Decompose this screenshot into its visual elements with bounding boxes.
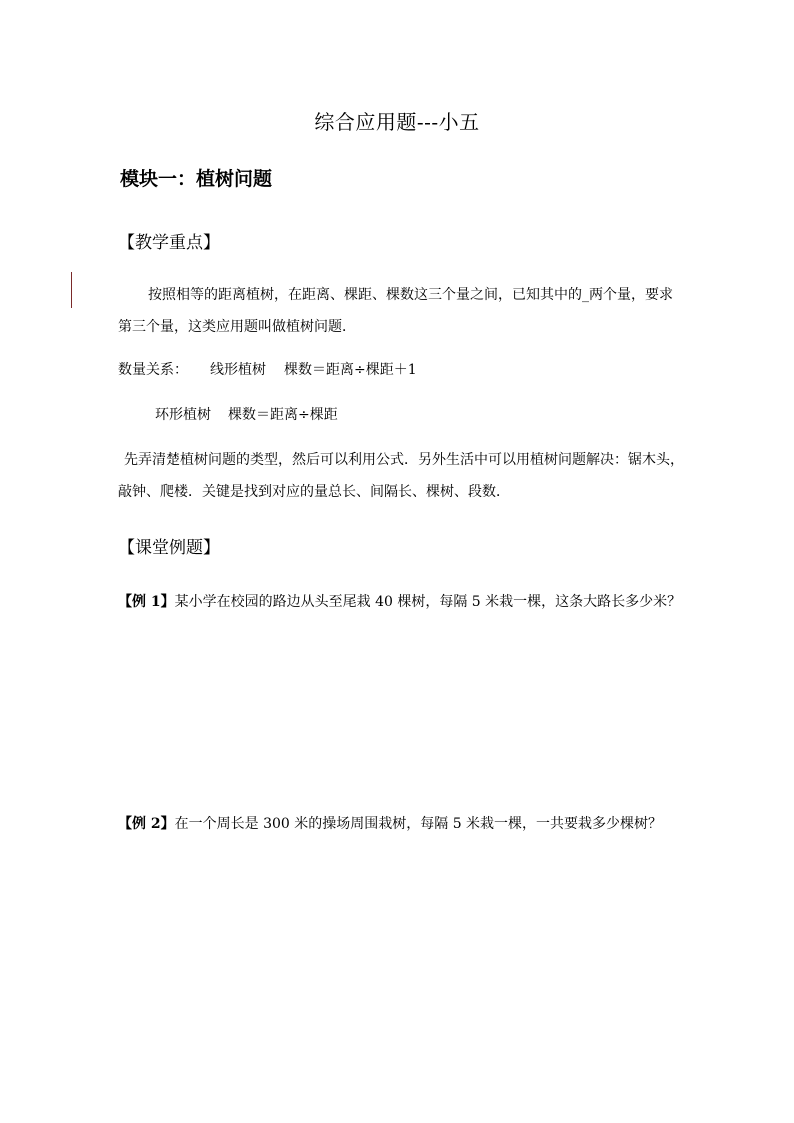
linear-planting-label: 线形植树 bbox=[210, 362, 266, 378]
note-paragraph-line-2: 敲钟、爬楼．关键是找到对应的量总长、间隔长、棵树、段数． bbox=[118, 484, 510, 500]
linear-planting-formula: 棵数＝距离÷棵距＋1 bbox=[284, 362, 417, 378]
note-paragraph-line-1: 先弄清楚植树问题的类型，然后可以利用公式．另外生活中可以用植树问题解决：锯木头， bbox=[124, 452, 684, 468]
ring-planting-formula: 棵数＝距离÷棵距 bbox=[228, 407, 338, 423]
relation-label: 数量关系： bbox=[118, 362, 188, 378]
section-heading-examples: 【课堂例题】 bbox=[118, 538, 220, 558]
intro-paragraph-line-2: 第三个量，这类应用题叫做植树问题． bbox=[118, 319, 356, 335]
intro-paragraph-line-1: 按照相等的距离植树，在距离、棵距、棵数这三个量之间，已知其中的_两个量，要求 bbox=[148, 287, 673, 303]
example-2-label: 【例 2】 bbox=[118, 816, 175, 832]
example-1-text: 某小学在校园的路边从头至尾栽 40 棵树，每隔 5 米栽一棵，这条大路长多少米？ bbox=[174, 594, 682, 610]
document-title: 综合应用题---小五 bbox=[314, 110, 480, 134]
ring-planting-label: 环形植树 bbox=[155, 407, 211, 423]
margin-change-bar bbox=[71, 272, 72, 308]
example-1 bbox=[118, 591, 681, 611]
section-heading-key-points: 【教学重点】 bbox=[118, 233, 220, 253]
module-heading: 模块一：植树问题 bbox=[120, 168, 273, 190]
example-2-text: 在一个周长是 300 米的操场周围栽树，每隔 5 米栽一棵，一共要栽多少棵树？ bbox=[174, 816, 663, 832]
example-1-label: 【例 1】 bbox=[118, 594, 175, 610]
example-2 bbox=[118, 813, 662, 833]
